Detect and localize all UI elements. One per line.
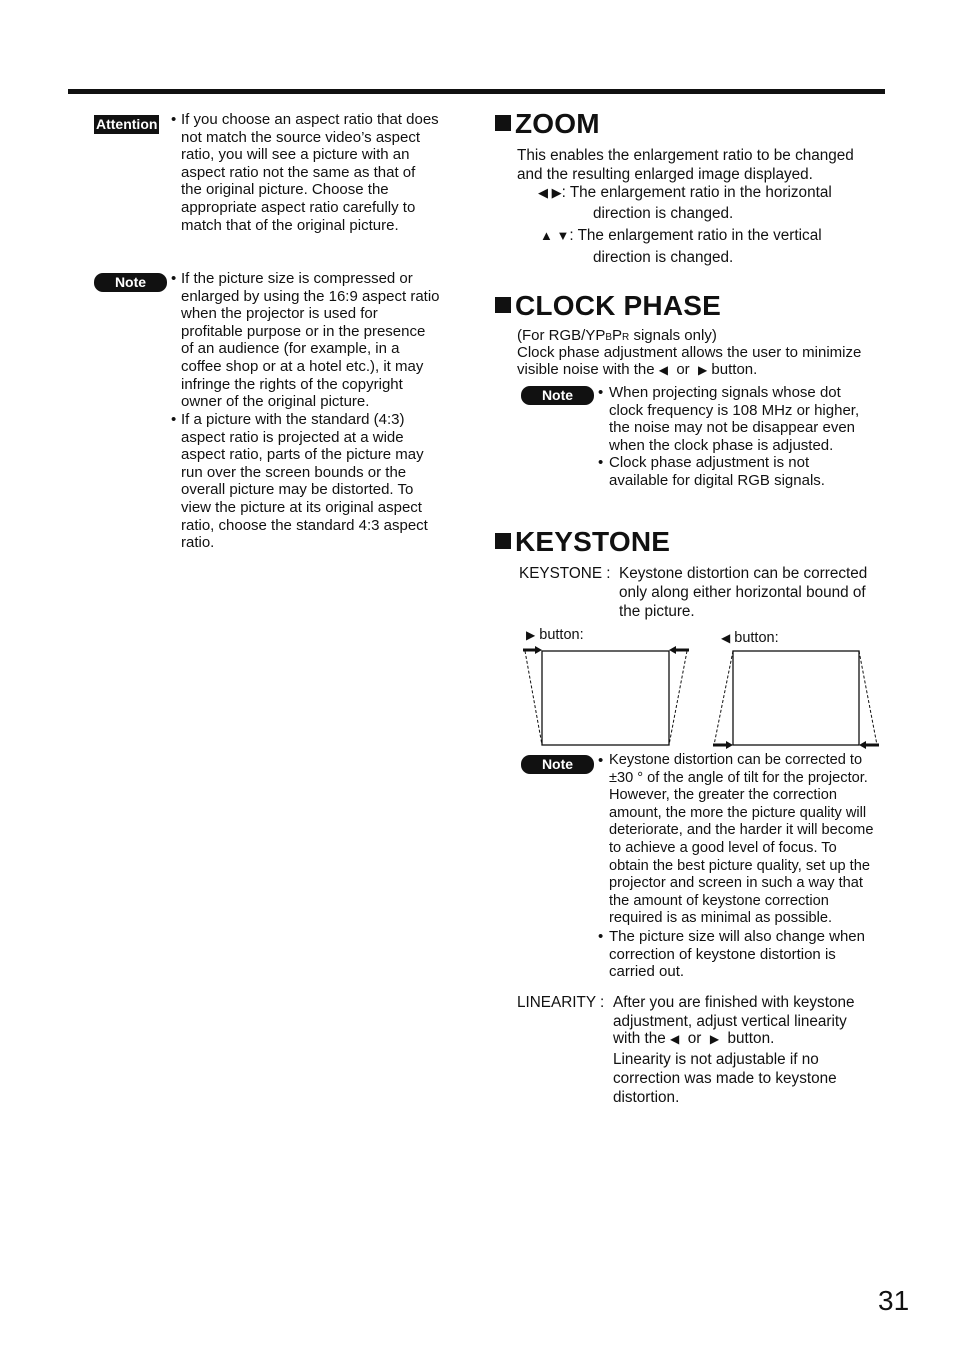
attention-bullet-dot: • [171, 111, 177, 128]
keystone-diagram-left [713, 651, 879, 749]
heading-square-icon [495, 115, 511, 131]
heading-square-icon [495, 533, 511, 549]
clock-note-text1: When projecting signals whose dot clock frequency is 108 MHz or higher, the noise may not be disappear even when the clock phase is adjusted. [609, 384, 860, 454]
clock-note-text2: Clock phase adjustment is not available for digital RGB signals. [609, 454, 825, 489]
zoom-heading: ZOOM [495, 108, 600, 140]
clock-note-bullet2-dot: • [598, 454, 604, 471]
left-note-bullet2-dot: • [171, 411, 177, 428]
zoom-lr-row: ◀ ▶: The enlargement ratio in the horizontal [538, 184, 832, 201]
keystone-heading: KEYSTONE [495, 526, 670, 558]
attention-badge: Attention [96, 116, 158, 132]
keystone-note-text2: The picture size will also change when correction of keystone distortion is carried out. [609, 928, 865, 981]
attention-text: If you choose an aspect ratio that does not match the source video’s aspect ratio, you will see a picture with an aspect ratio not the same as that of the original picture. Choose the appropriate aspect ratio carefully to match that of the original picture. [181, 111, 439, 234]
keystone-note-bullet1-dot: • [598, 752, 604, 769]
heading-square-icon [495, 297, 511, 313]
left-note-bullet1-dot: • [171, 270, 177, 287]
linearity-text: After you are finished with keystone adjustment, adjust vertical linearity with the ◀ or ▶ button. Linearity is not adjustable if no correction was made to keystone distortion. [613, 994, 855, 1106]
right-arrow-icon: ▶ [698, 363, 708, 377]
keystone-diagrams [515, 640, 885, 752]
keystone-note-text1: Keystone distortion can be corrected to ±30 ° of the angle of tilt for the projector. However, the greater the correction amount, the more the picture quality will deteriorate, and the harder it will become to achieve a good level of focus. To obtain the best picture quality, set up the projector and screen in such a way that the amount of keystone correction required is as minimal as possible. [609, 752, 874, 927]
keystone-description: Keystone distortion can be corrected only along either horizontal bound of the picture. [619, 565, 868, 620]
linearity-label: LINEARITY : [517, 994, 605, 1011]
left-note-badge: Note [94, 273, 167, 292]
top-rule [68, 89, 885, 94]
right-arrow-icon: ▶ [526, 628, 536, 642]
clock-phase-heading: CLOCK PHASE [495, 290, 721, 322]
left-arrow-icon: ◀ [721, 631, 731, 645]
left-button-caption: ◀ button: [721, 630, 779, 646]
left-arrow-icon: ◀ [658, 363, 668, 377]
left-note-text2: If a picture with the standard (4:3) aspect ratio is projected at a wide aspect ratio, parts of the picture may run over the screen bounds or the overall picture may be distorted. To view the picture at its original aspect ratio, choose the standard 4:3 aspect ratio. [181, 411, 428, 552]
keystone-note-bullet2-dot: • [598, 928, 604, 945]
left-note-text1: If the picture size is compressed or enlarged by using the 16:9 aspect ratio when the projector is used for profitable purpose or in the presence of an audience (for example, in a coffee shop or at a hotel etc.), it may infringe the rights of the copyright owner of the original picture. [181, 270, 440, 411]
clock-note-bullet1-dot: • [598, 384, 604, 401]
keystone-label: KEYSTONE : [519, 565, 611, 582]
clock-line2: Clock phase adjustment allows the user to minimize [517, 344, 862, 361]
keystone-note-badge: Note [521, 755, 594, 774]
keystone-diagram-right [523, 646, 689, 745]
zoom-lr-row2: direction is changed. [593, 205, 734, 222]
up-down-arrow-icons: ▲ ▼ [540, 228, 570, 243]
right-button-caption: ▶ button: [526, 627, 584, 643]
page-number: 31 [878, 1285, 910, 1316]
left-arrow-icon: ◀ [669, 1032, 680, 1046]
zoom-ud-row: ▲ ▼: The enlargement ratio in the vertical [540, 227, 822, 244]
right-arrow-icon: ▶ [709, 1032, 720, 1046]
zoom-intro: This enables the enlargement ratio to be changed and the resulting enlarged image displayed. [517, 147, 854, 183]
zoom-ud-row2: direction is changed. [593, 249, 734, 266]
left-right-arrow-icons: ◀ ▶ [538, 185, 562, 200]
clock-line3: visible noise with the ◀ or ▶ button. [517, 361, 758, 378]
clock-for-signals: (For RGB/YPBPR signals only) [517, 327, 717, 344]
clock-note-badge: Note [521, 386, 594, 405]
